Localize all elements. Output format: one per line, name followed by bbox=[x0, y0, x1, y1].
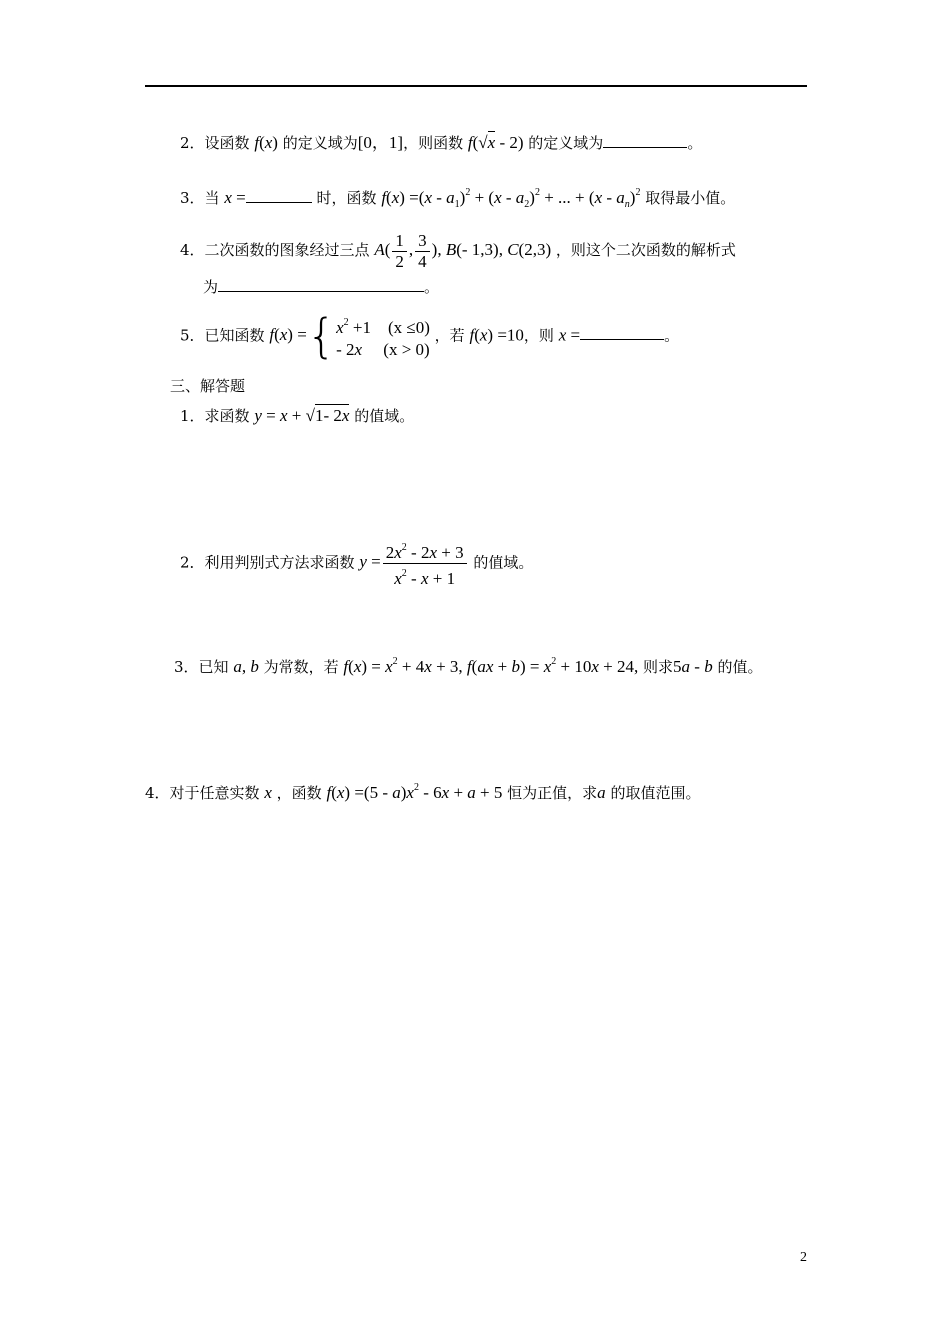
math-x-eq: x = bbox=[558, 325, 581, 345]
fill-question-3: 3．当 x = 时，函数 $f(x) =(x - a_1)^2 + (x - a_2)^2$ + ... + $(x - a_n)^2$ 取得最小值。 bbox=[180, 187, 736, 210]
answer-question-4: 4．对于任意实数 x ，函数 $f(x) =(5 - a)x^2 - 6x + a + 5$ 恒为正值，求a 的取值范围。 bbox=[145, 782, 701, 802]
answer-question-2: 2．利用判别式方法求函数 y = $\frac{2x^2 - 2x + 3}{x^2 - x + 1}$ 的值域。 bbox=[180, 538, 533, 589]
fill-question-4: 4．二次函数的图象经过三点 A( $\frac{1}{2}$ , $\frac{3}{4}$ ), B(- 1,3), C(2,3) ，则这个二次函数的解析式 bbox=[180, 230, 736, 271]
section-heading: 三、解答题 bbox=[170, 377, 246, 395]
math-fx: f(x) bbox=[254, 133, 278, 152]
answer-question-3: 3．已知 a, b 为常数，若 $f(x) = x^2 + 4x + 3$, $f(ax + b) = x^2 + 10x + 24$, 则求5a - b 的值。 bbox=[174, 656, 763, 676]
math-y-sqrt: y = x + √1- 2x bbox=[254, 406, 350, 425]
domain-interval: [0，1] bbox=[357, 133, 404, 152]
answer-blank[interactable] bbox=[246, 188, 312, 203]
header-rule bbox=[145, 85, 807, 87]
math-piecewise: f(x) ={ $x^2 +1$ (x ≤0) - 2x (x > 0) bbox=[269, 309, 430, 364]
math-quadratic: $f(x) =(5 - a)x^2 - 6x + a + 5$ bbox=[326, 782, 503, 802]
math-points: A( $\frac{1}{2}$ , $\frac{3}{4}$ ), B(- 1,3), C(2,3) bbox=[374, 230, 552, 271]
math-fx-eq-10: f(x) =10 bbox=[469, 325, 524, 345]
math-sum-squares: $f(x) =(x - a_1)^2 + (x - a_2)^2$ + ... + $(x - a_n)^2$ bbox=[381, 187, 641, 210]
math-f-sqrt: f(√x - 2) bbox=[467, 133, 524, 152]
math-a: a bbox=[597, 783, 606, 802]
math-composition: $f(x) = x^2 + 4x + 3$, $f(ax + b) = x^2 + 10x + 24$, bbox=[343, 656, 639, 676]
math-x-eq: x = bbox=[224, 188, 246, 207]
fill-question-2: 2．设函数 f(x) 的定义域为[0，1]，则函数 f(√x - 2) 的定义域为 。 bbox=[180, 133, 703, 152]
math-rational: y = $\frac{2x^2 - 2x + 3}{x^2 - x + 1}$ bbox=[359, 552, 468, 571]
fill-question-4-cont: 为 。 bbox=[203, 278, 440, 296]
page-number: 2 bbox=[800, 1250, 807, 1265]
answer-blank[interactable] bbox=[603, 133, 687, 148]
answer-question-1: 1．求函数 y = x + √1- 2x 的值域。 bbox=[180, 406, 415, 425]
answer-blank[interactable] bbox=[580, 325, 664, 340]
math-ab: a, b bbox=[233, 657, 259, 676]
answer-blank[interactable] bbox=[218, 277, 424, 292]
math-x: x bbox=[264, 783, 272, 802]
math-5a-b: 5a - b bbox=[673, 657, 713, 676]
fill-question-5: 5．已知函数 f(x) ={ $x^2 +1$ (x ≤0) - 2x (x > 0) ，若 f(x) =10，则 x = 。 bbox=[180, 309, 680, 364]
